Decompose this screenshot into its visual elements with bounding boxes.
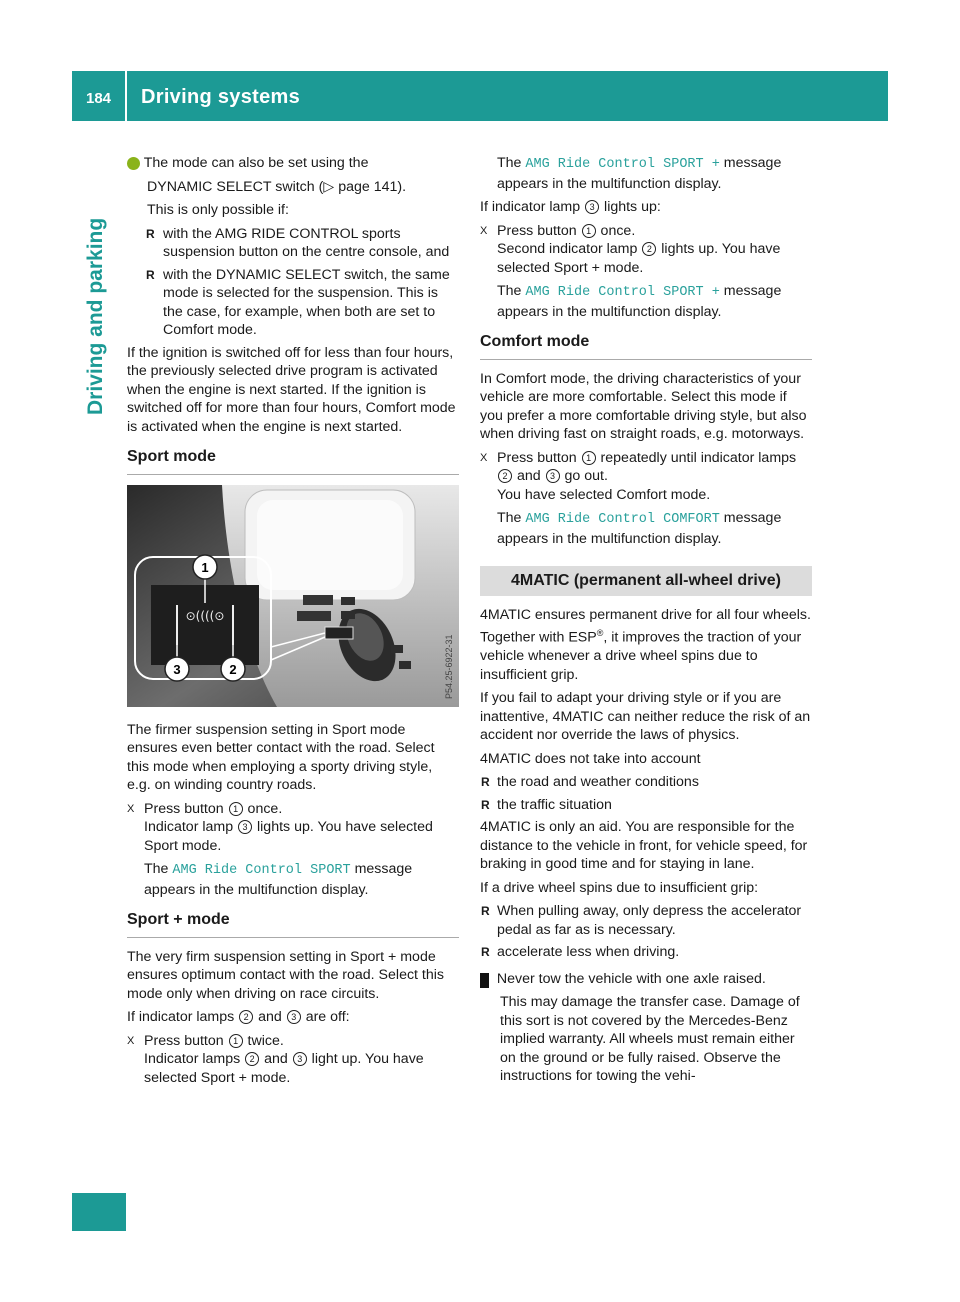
lamp-2-marker: 2 xyxy=(498,469,512,483)
side-thumb-tab xyxy=(72,1193,126,1231)
warning-icon: ! xyxy=(480,973,489,988)
lamp-3-marker: 3 xyxy=(287,1010,301,1024)
display-text-sport-plus: AMG Ride Control SPORT + xyxy=(525,285,720,300)
bullet-icon: R xyxy=(146,267,155,282)
list-item: R accelerate less when driving. xyxy=(481,944,680,961)
fourmatic-heading: 4MATIC (permanent all-wheel drive) xyxy=(480,566,812,596)
instruction-step: X Press button 1 once. Indicator lamp 3 lights up. You have selected Sport mode. xyxy=(127,800,433,854)
lamp-3-marker: 3 xyxy=(238,820,252,834)
lamp-3-marker: 3 xyxy=(585,200,599,214)
lamp-3-marker: 3 xyxy=(546,469,560,483)
step-arrow-icon: X xyxy=(127,802,135,815)
display-message: The AMG Ride Control SPORT message appears in the multifunction display. xyxy=(144,861,413,898)
page-number: 184 xyxy=(86,90,112,107)
lamp-3-marker: 3 xyxy=(293,1052,307,1066)
svg-text:⊙((((⊙: ⊙((((⊙ xyxy=(185,608,225,623)
display-text-sport-plus: AMG Ride Control SPORT + xyxy=(525,157,720,172)
centre-console-figure xyxy=(127,485,459,707)
button-1-marker: 1 xyxy=(229,1034,243,1048)
sport-plus-heading: Sport + mode xyxy=(127,911,459,938)
page-ref-arrow-icon: ▷ xyxy=(323,178,335,195)
list-item: R When pulling away, only depress the accelerator pedal as far as is necessary. xyxy=(481,903,802,938)
fourmatic-paragraph-3: 4MATIC does not take into account xyxy=(480,750,701,767)
bullet-icon: R xyxy=(481,904,490,919)
lamp-3-condition: If indicator lamp 3 lights up: xyxy=(480,199,661,215)
instruction-step: X Press button 1 once. Second indicator lamp 2 lights up. You have selected Sport + mode. xyxy=(480,222,781,276)
display-message: The AMG Ride Control SPORT + message appears in the multifunction display. xyxy=(497,155,782,192)
button-1-marker: 1 xyxy=(229,802,243,816)
lamps-off-condition: If indicator lamps 2 and 3 are off: xyxy=(127,1009,350,1025)
lamp-2-marker: 2 xyxy=(239,1010,253,1024)
step-arrow-icon: X xyxy=(127,1034,135,1047)
bullet-icon: R xyxy=(481,945,490,960)
callout-1: 1 xyxy=(201,559,209,575)
fourmatic-paragraph-1: 4MATIC ensures permanent drive for all four wheels. Together with ESP®, it improves the traction of your vehicle whenever a drive wheel spins due to insufficient grip. xyxy=(480,606,811,683)
left-column xyxy=(121,154,459,1092)
display-message: The AMG Ride Control SPORT + message appears in the multifunction display. xyxy=(497,283,782,320)
side-chapter-label: Driving and parking xyxy=(84,217,107,415)
step-arrow-icon: X xyxy=(480,451,488,464)
ignition-paragraph: If the ignition is switched off for less than four hours, the previously selected drive program is activated when the engine is next started. If the ignition is switched off for more than four hours, Comfort mode is activated when the engine is next started. xyxy=(127,344,456,435)
fourmatic-paragraph-4: 4MATIC is only an aid. You are responsible for the distance to the vehicle in front, for vehicle speed, for braking in good time and for staying in lane. xyxy=(480,819,808,873)
info-note-ref: DYNAMIC SELECT switch (▷ page 141). xyxy=(147,178,407,195)
comfort-mode-heading: Comfort mode xyxy=(480,333,812,360)
callout-3: 3 xyxy=(173,661,181,677)
instruction-step: X Press button 1 repeatedly until indicator lamps 2 and 3 go out. You have selected Comfort mode. xyxy=(480,449,797,503)
sport-paragraph: The firmer suspension setting in Sport mode ensures even better contact with the road. Select this mode when employing a sporty driving style, e.g. on winding country roads. xyxy=(127,721,435,793)
lamp-2-marker: 2 xyxy=(642,242,656,256)
sport-mode-heading: Sport mode xyxy=(127,448,459,475)
display-text-sport: AMG Ride Control SPORT xyxy=(172,863,351,878)
figure-code: P54.25-6922-31 xyxy=(444,633,454,699)
right-column xyxy=(472,154,812,1091)
page-ref-link[interactable]: page 141). xyxy=(334,178,407,195)
bullet-icon: R xyxy=(146,226,155,241)
list-item: R the road and weather conditions xyxy=(481,774,699,791)
bullet-icon: R xyxy=(481,797,490,812)
step-arrow-icon: X xyxy=(480,224,488,237)
section-title: Driving systems xyxy=(141,86,301,108)
bullet-icon: R xyxy=(481,775,490,790)
fourmatic-paragraph-2: If you fail to adapt your driving style or if you are inattentive, 4MATIC can neither reduce the risk of an accident nor override the laws of physics. xyxy=(480,690,811,744)
warning-note-body: This may damage the transfer case. Damage of this sort is not covered by the Mercedes-Benz implied warranty. All wheels must remain either on the ground or be fully raised. Observe the instructions for towing the vehi- xyxy=(500,994,800,1085)
info-icon: i xyxy=(127,157,140,170)
sport-plus-paragraph: The very firm suspension setting in Sport + mode ensures optimum contact with the road. Select this mode only when driving on race circuits. xyxy=(127,948,445,1002)
info-note: i The mode can also be set using the xyxy=(121,155,369,171)
callout-2: 2 xyxy=(229,661,237,677)
comfort-paragraph: In Comfort mode, the driving characteristics of your vehicle are more comfortable. Select this mode if you prefer a more comfortable driving style, but also when driving fast on straight roads, e.g. motorways. xyxy=(480,370,807,442)
only-possible-text: This is only possible if: xyxy=(147,202,289,218)
header-separator xyxy=(125,71,127,121)
registered-mark: ® xyxy=(596,628,604,638)
list-item: R with the AMG RIDE CONTROL sports suspension button on the centre console, and xyxy=(146,225,450,260)
lamp-2-marker: 2 xyxy=(245,1052,259,1066)
button-1-marker: 1 xyxy=(582,451,596,465)
display-message: The AMG Ride Control COMFORT message appears in the multifunction display. xyxy=(497,510,782,547)
warning-note: ! Never tow the vehicle with one axle raised. xyxy=(472,970,766,987)
instruction-step: X Press button 1 twice. Indicator lamps 2 and 3 light up. You have selected Sport + mode. xyxy=(127,1032,424,1086)
list-item: R the traffic situation xyxy=(481,796,612,813)
button-1-marker: 1 xyxy=(582,224,596,238)
fourmatic-paragraph-5: If a drive wheel spins due to insufficient grip: xyxy=(480,879,759,896)
display-text-comfort: AMG Ride Control COMFORT xyxy=(525,512,720,527)
list-item: R with the DYNAMIC SELECT switch, the same mode is selected for the suspension. This is the case, for example, when both are set to Comfort mode. xyxy=(146,266,450,338)
